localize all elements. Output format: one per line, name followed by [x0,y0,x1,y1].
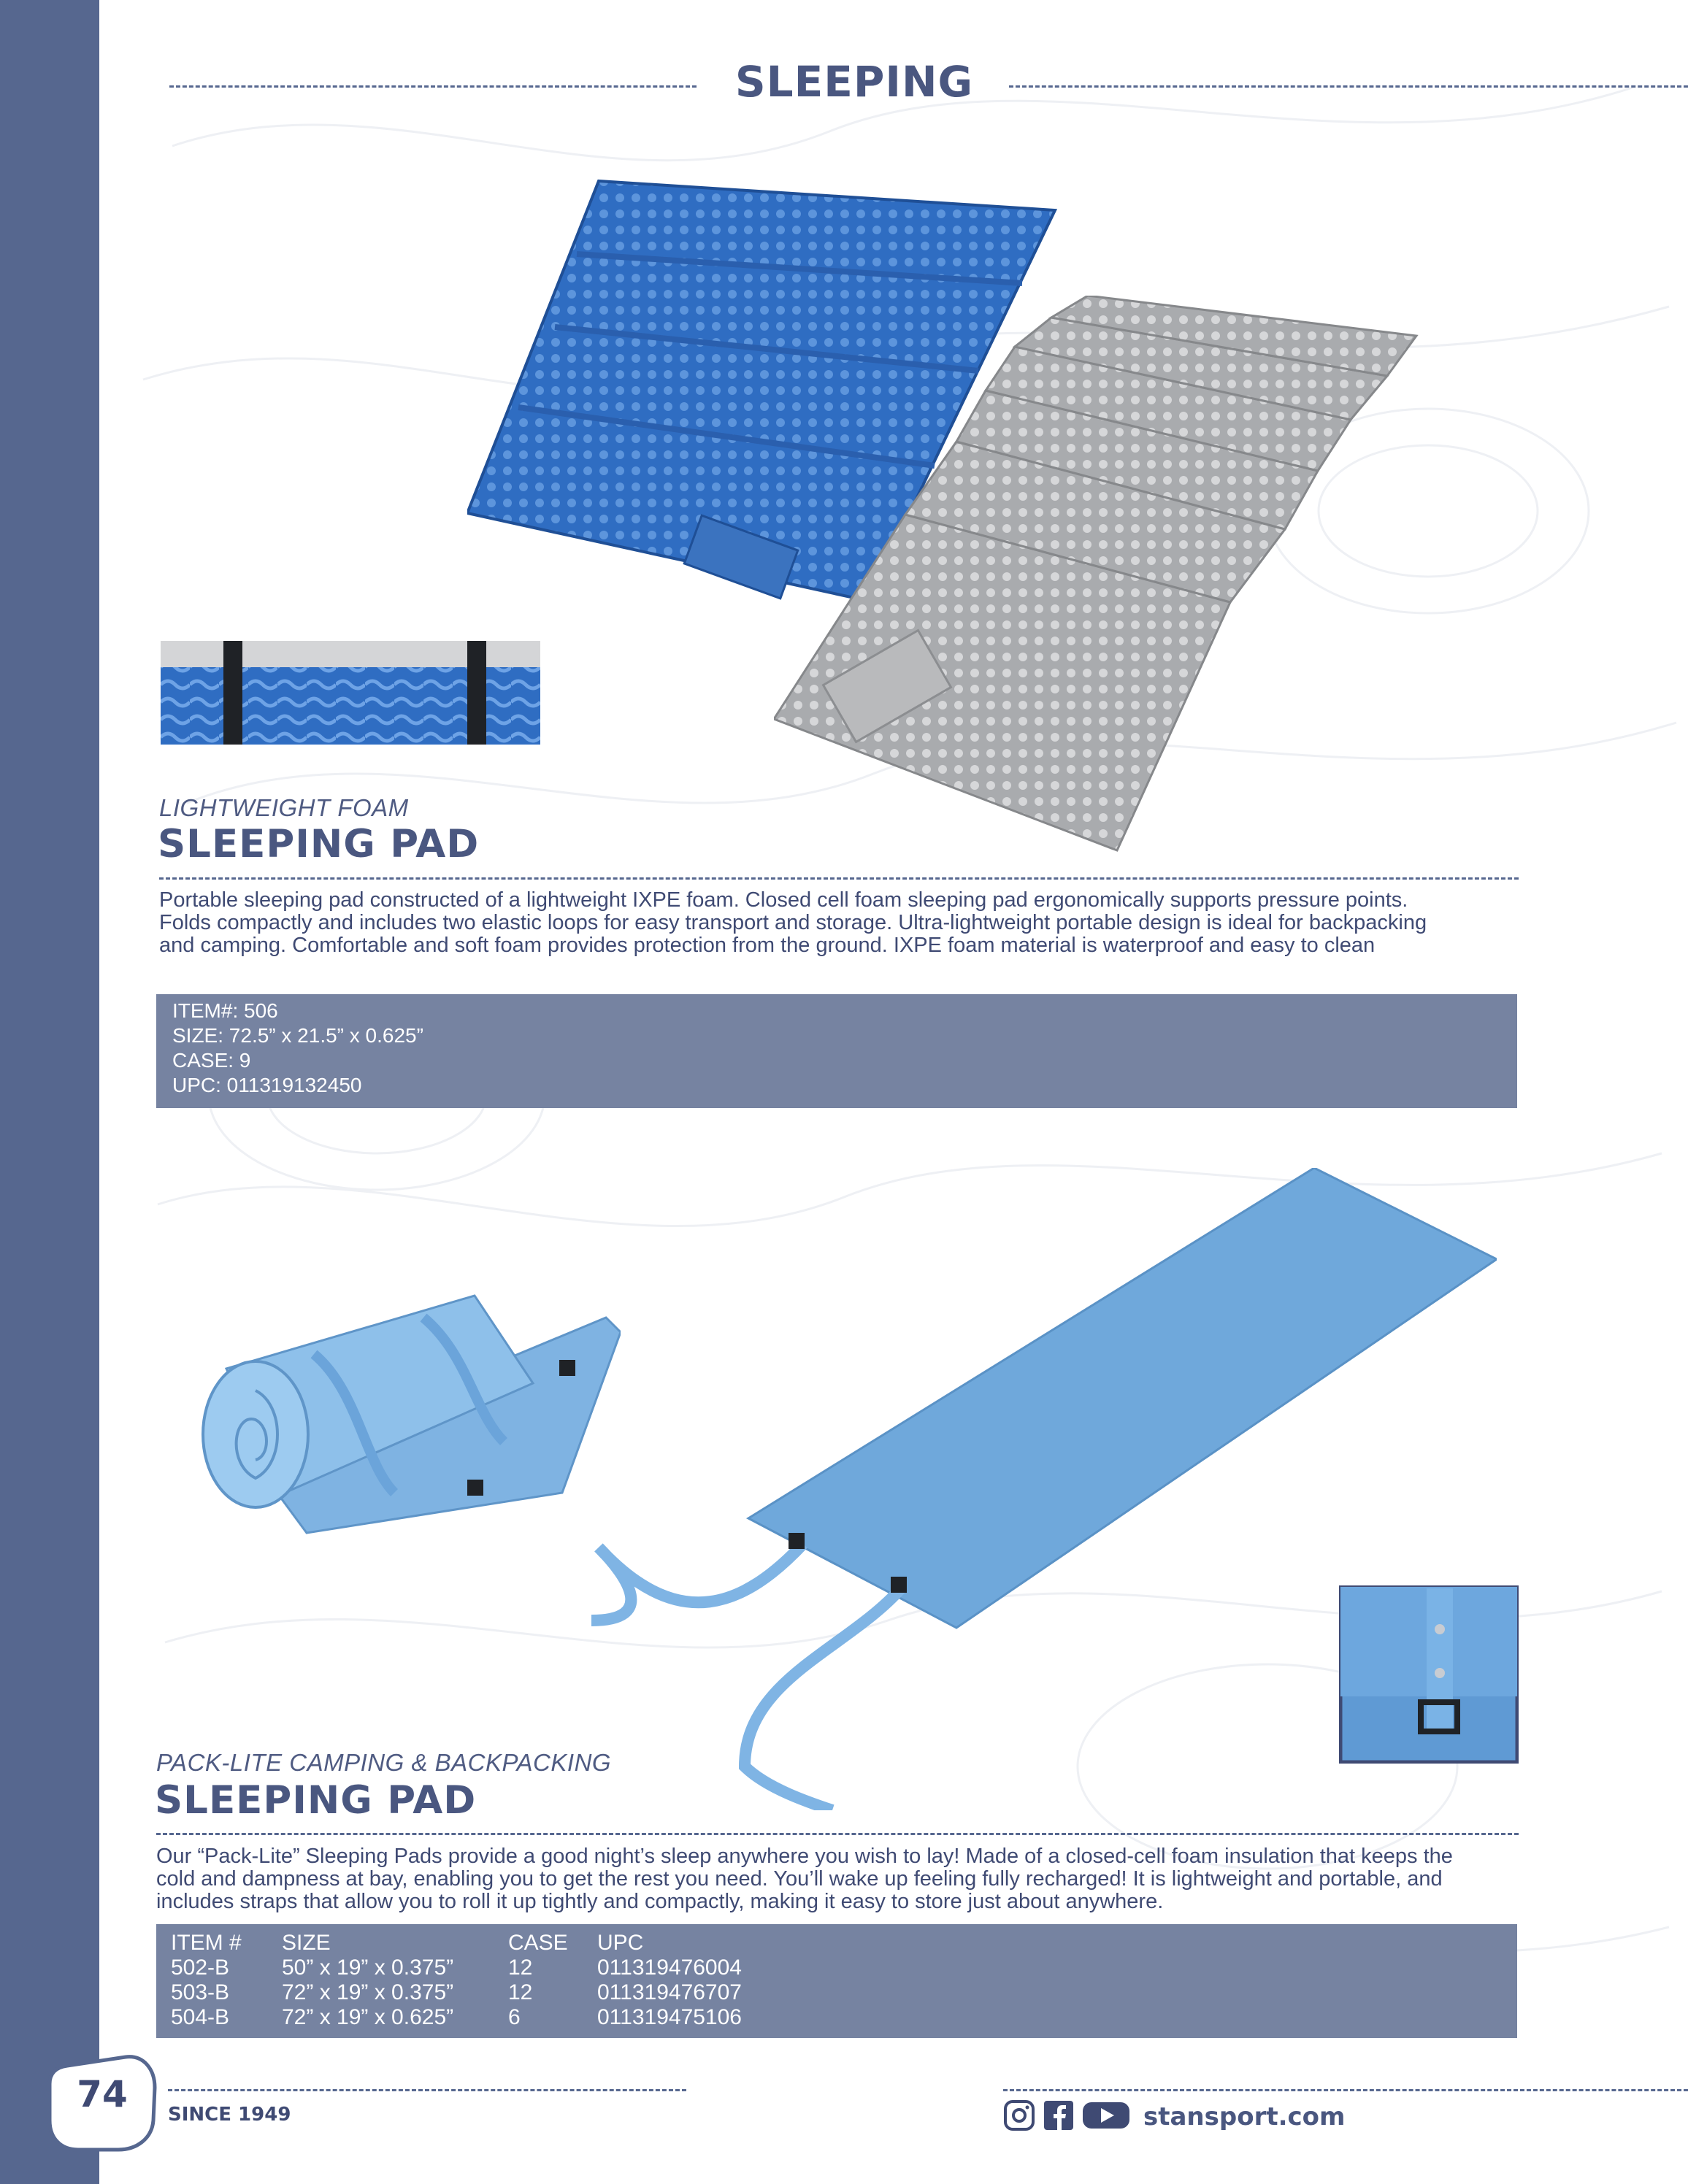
footer-divider-left [168,2089,686,2091]
spec-cell-size: 50” x 19” x 0.375” [282,1956,454,1980]
table-row [171,1956,742,1980]
instagram-icon[interactable] [1003,2099,1035,2131]
product2-description [156,1845,1529,1913]
spec-cell-size: 72” x 19” x 0.625” [282,2005,454,2029]
footer-divider-right [1003,2089,1688,2091]
rolled-pad-image [161,641,540,745]
product1-case: CASE: 9 [172,1049,251,1072]
product2-description-line: includes straps that allow you to roll it up tightly and compactly, making it easy to store just about anywhere. [156,1890,1164,1913]
spec-cell-item: 503-B [171,1980,230,2004]
spec-cell-size: 72” x 19” x 0.375” [282,1980,454,2004]
spec-header-size: SIZE [282,1931,331,1955]
spec-cell-case: 12 [508,1980,533,2004]
product2-subtitle: PACK-LITE CAMPING & BACKPACKING [156,1749,612,1776]
youtube-icon[interactable] [1082,2099,1130,2131]
website-link[interactable]: stansport.com [1143,2102,1346,2131]
product2-description-line: cold and dampness at bay, enabling you to get the rest you need. You’ll wake up feeling fully recharged! It is lightweight and portable, and [156,1867,1443,1891]
spec-cell-case: 6 [508,2005,521,2029]
product2-description-line: Our “Pack-Lite” Sleeping Pads provide a good night’s sleep anywhere you wish to lay! Made of a closed-cell foam insulation that keeps the [156,1845,1453,1868]
product1-spec-box [156,994,1517,1108]
product1-description-line: Folds compactly and includes two elastic loops for easy transport and storage. Ultra-lightweight portable design is ideal for backpacking [159,911,1427,934]
since-label: SINCE 1949 [168,2104,291,2126]
section-title: SLEEPING [734,57,974,107]
product1-upc: UPC: 011319132450 [172,1074,362,1096]
rolled-pack-lite-pad-image [197,1274,621,1544]
product1-title: SLEEPING PAD [158,822,480,866]
product2-spec-box [156,1924,1517,2038]
product1-description-line: Portable sleeping pad constructed of a lightweight IXPE foam. Closed cell foam sleeping pad ergonomically supports pressure points. [159,888,1408,912]
product1-description [159,889,1524,957]
table-row [171,2005,742,2030]
page-number: 74 [77,2073,128,2115]
product1-size: SIZE: 72.5” x 21.5” x 0.625” [172,1024,423,1047]
silver-folding-pad-image [774,296,1431,858]
product2-divider [156,1833,1519,1835]
spec-table-header-row [171,1931,742,1956]
product1-description-line: and camping. Comfortable and soft foam provides protection from the ground. IXPE foam material is waterproof and easy to clean [159,934,1376,957]
product1-subtitle: LIGHTWEIGHT FOAM [159,794,409,821]
spec-header-case: CASE [508,1931,568,1955]
facebook-icon[interactable] [1043,2099,1075,2131]
spec-header-upc: UPC [597,1931,644,1955]
spec-header-item: ITEM # [171,1931,242,1955]
spec-cell-upc: 011319476707 [597,1980,742,2004]
spec-cell-item: 502-B [171,1956,230,1980]
product2-spec-table [171,1931,742,2030]
product1-divider [159,877,1519,880]
header-divider-right [1009,85,1688,88]
product2-title: SLEEPING PAD [155,1778,477,1823]
table-row [171,1980,742,2005]
spec-cell-upc: 011319476004 [597,1956,742,1980]
sidebar-band [0,0,99,2184]
header-divider-left [169,85,697,88]
spec-cell-case: 12 [508,1956,533,1980]
product1-item-number: ITEM#: 506 [172,999,278,1022]
spec-cell-upc: 011319475106 [597,2005,742,2029]
spec-cell-item: 504-B [171,2005,230,2029]
strap-detail-inset-image [1339,1585,1519,1764]
